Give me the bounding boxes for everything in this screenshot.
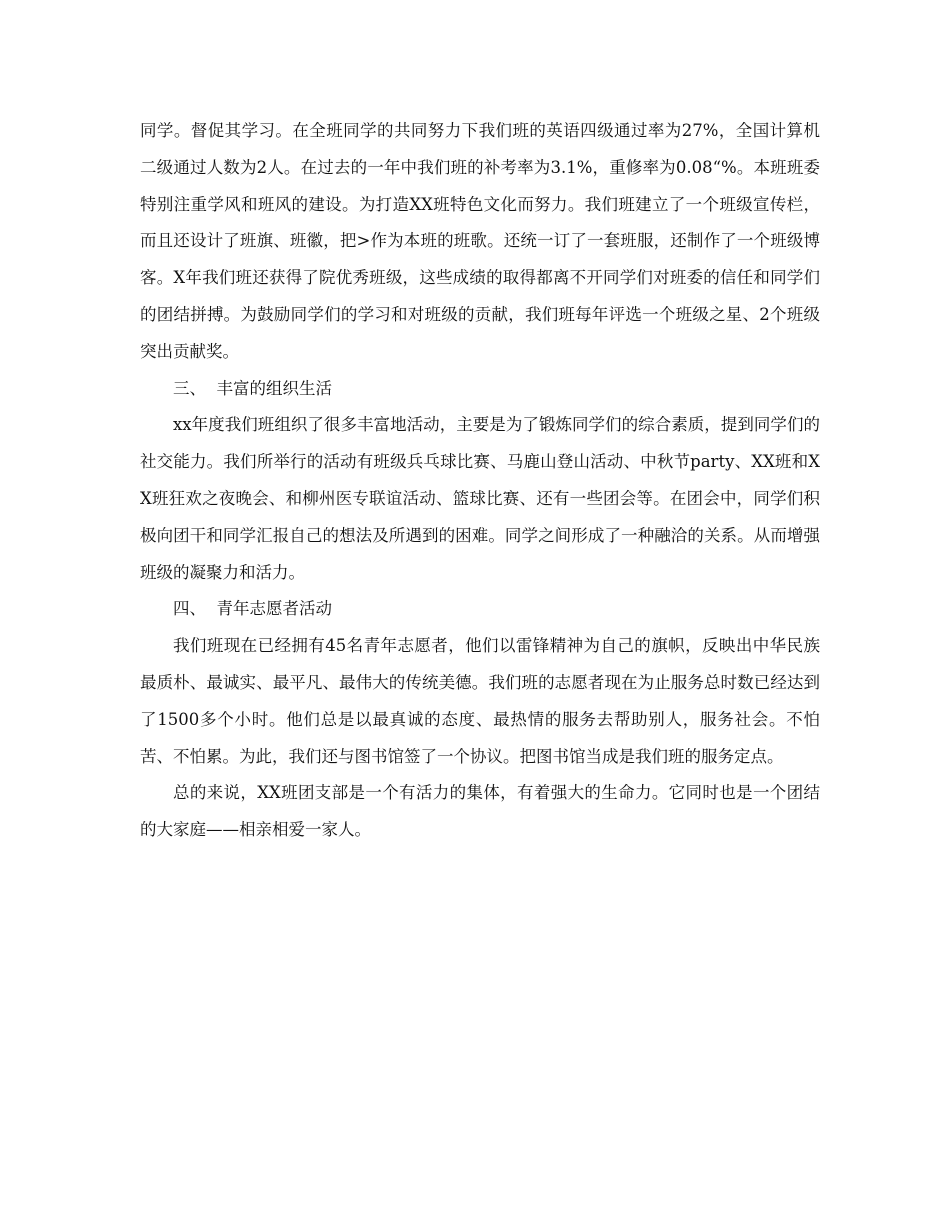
paragraph-class-achievements: 同学。督促其学习。在全班同学的共同努力下我们班的英语四级通过率为27%，全国计算机二级通过人数为2人。在过去的一年中我们班的补考率为3.1%，重修率为0.08“%。本班班委特别注重学风和班风的建设。为打造XX班特色文化而努力。我们班建立了一个班级宣传栏，而且还设计了班旗、班徽，把>作为本班的班歌。还统一订了一套班服，还制作了一个班级博客。X年我们班还获得了院优秀班级，这些成绩的取得都离不开同学们对班委的信任和同学们的团结拼搏。为鼓励同学们的学习和对班级的贡献，我们班每年评选一个班级之星、2个班级突出贡献奖。	[140, 121, 820, 361]
document-body	[140, 113, 820, 849]
paragraph-conclusion: 总的来说，XX班团支部是一个有活力的集体，有着强大的生命力。它同时也是一个团结的大家庭——相亲相爱一家人。	[140, 783, 820, 840]
paragraph-volunteers: 我们班现在已经拥有45名青年志愿者，他们以雷锋精神为自己的旗帜，反映出中华民族最质朴、最诚实、最平凡、最伟大的传统美德。我们班的志愿者现在为止服务总时数已经达到了1500多个小时。他们总是以最真诚的态度、最热情的服务去帮助别人，服务社会。不怕苦、不怕累。为此，我们还与图书馆签了一个协议。把图书馆当成是我们班的服务定点。	[140, 636, 820, 766]
section-heading-volunteer-activities: 四、 青年志愿者活动	[173, 599, 332, 619]
paragraph-activities: xx年度我们班组织了很多丰富地活动，主要是为了锻炼同学们的综合素质，提到同学们的社交能力。我们所举行的活动有班级兵乓球比赛、马鹿山登山活动、中秋节party、XX班和XX班狂欢之夜晚会、和柳州医专联谊活动、篮球比赛、还有一些团会等。在团会中，同学们积极向团干和同学汇报自己的想法及所遇到的困难。同学之间形成了一种融洽的关系。从而增强班级的凝聚力和活力。	[140, 415, 820, 582]
section-heading-organization-life: 三、 丰富的组织生活	[173, 378, 332, 398]
